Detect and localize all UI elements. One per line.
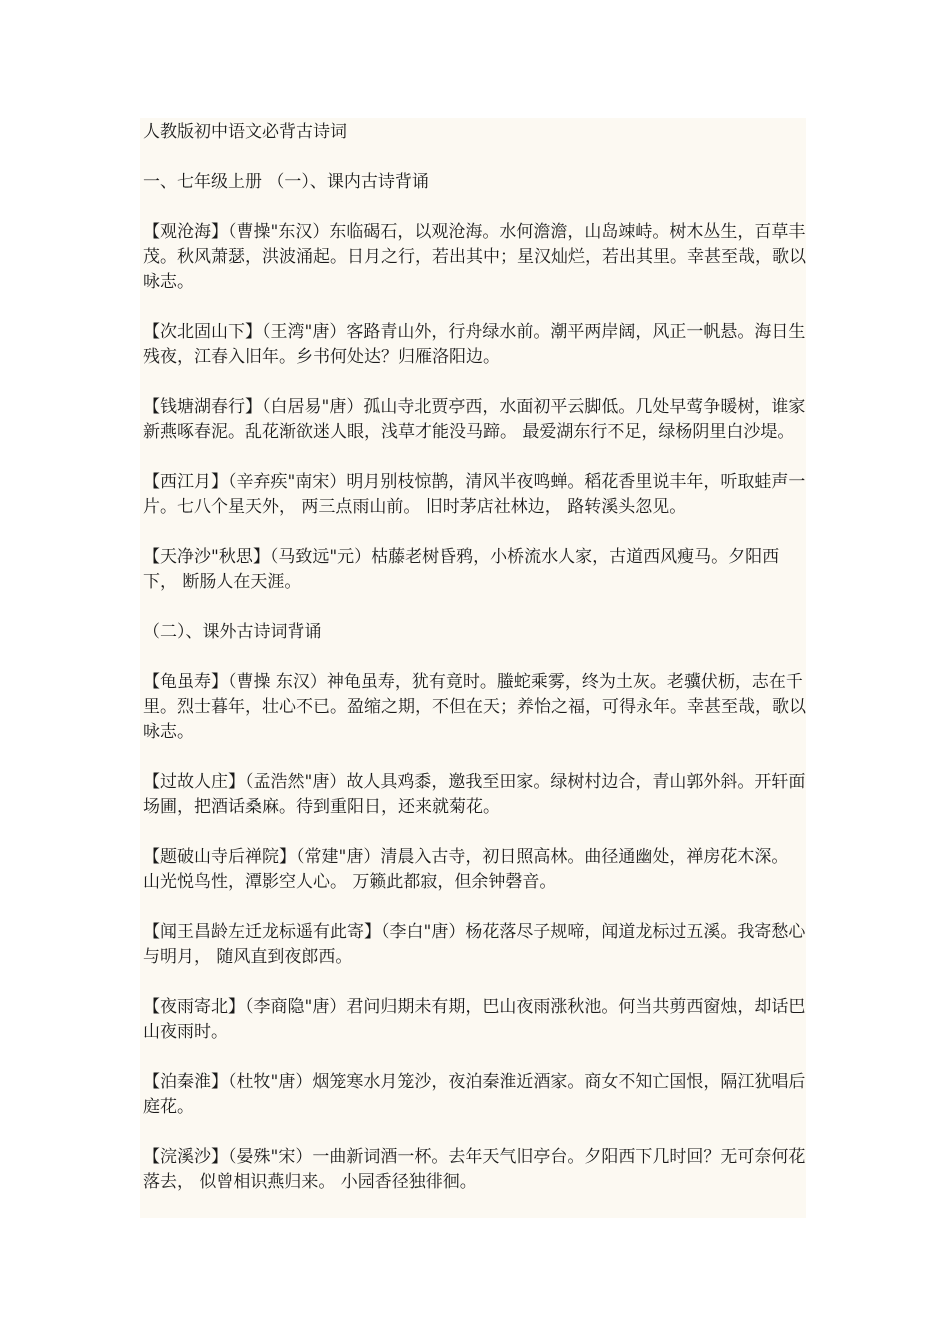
section-heading-extracurricular: （二）、课外古诗词背诵 [143, 622, 322, 642]
poem-title: 【过故人庄】 [143, 772, 245, 792]
poem-body: 杨花落尽子规啼，闻道龙标过五溪。我寄愁心与明月， 随风直到夜郎西。 [143, 922, 806, 967]
poem-author: （曹操"东汉） [228, 222, 330, 242]
poem-body: 东临碣石，以观沧海。水何澹澹，山岛竦峙。树木丛生，百草丰茂。秋风萧瑟，洪波涌起。日月之行，若出其中；星汉灿烂，若出其里。幸甚至哉，歌以咏志。 [143, 222, 806, 292]
poem-body: 一曲新词酒一杯。去年天气旧亭台。夕阳西下几时回？无可奈何花落去， 似曾相识燕归来。 小园香径独徘徊。 [143, 1147, 806, 1192]
poem-paragraph [143, 320, 807, 370]
poem-paragraph [143, 1070, 807, 1120]
poem-body: 清晨入古寺，初日照高林。曲径通幽处，禅房花木深。 山光悦鸟性，潭影空人心。 万籁此都寂，但余钟磬音。 [143, 847, 789, 892]
poem-title: 【龟虽寿】 [143, 672, 228, 692]
poem-title: 【夜雨寄北】 [143, 997, 245, 1017]
poem-body: 神龟虽寿，犹有竟时。螣蛇乘雾，终为土灰。老骥伏枥，志在千里。烈士暮年，壮心不已。盈缩之期，不但在天；养怡之福，可得永年。幸甚至哉，歌以咏志。 [143, 672, 806, 742]
poem-body: 客路青山外，行舟绿水前。潮平两岸阔，风正一帆悬。海日生残夜，江春入旧年。乡书何处达？归雁洛阳边。 [143, 322, 806, 367]
poem-paragraph [143, 220, 807, 295]
poem-paragraph [143, 470, 807, 520]
poem-title: 【天净沙"秋思】 [143, 547, 270, 567]
poem-author: （马致远"元） [269, 547, 372, 567]
poem-title: 【闻王昌龄左迁龙标遥有此寄】 [143, 922, 381, 942]
poem-title: 【观沧海】 [143, 222, 228, 242]
poem-author: （李白"唐） [381, 922, 466, 942]
poem-paragraph [143, 770, 807, 820]
document-content [143, 120, 807, 1220]
poem-title: 【西江月】 [143, 472, 228, 492]
poem-author: （孟浩然"唐） [245, 772, 347, 792]
poem-author: （王湾"唐） [262, 322, 347, 342]
poem-author: （白居易"唐） [262, 397, 364, 417]
poem-author: （常建"唐） [296, 847, 381, 867]
poem-body: 孤山寺北贾亭西，水面初平云脚低。几处早莺争暖树，谁家新燕啄春泥。乱花渐欲迷人眼，浅草才能没马蹄。 最爱湖东行不足，绿杨阴里白沙堤。 [143, 397, 806, 442]
poem-title: 【浣溪沙】 [143, 1147, 228, 1167]
document-title: 人教版初中语文必背古诗词 [143, 122, 347, 142]
poem-body: 枯藤老树昏鸦，小桥流水人家，古道西风瘦马。夕阳西下， 断肠人在天涯。 [143, 547, 780, 592]
poem-body: 故人具鸡黍，邀我至田家。绿树村边合，青山郭外斜。开轩面场圃，把酒话桑麻。待到重阳日，还来就菊花。 [143, 772, 806, 817]
poem-body: 明月别枝惊鹊，清风半夜鸣蝉。稻花香里说丰年，听取蛙声一片。七八个星天外， 两三点雨山前。 旧时茅店社林边， 路转溪头忽见。 [143, 472, 806, 517]
poem-author: （李商隐"唐） [245, 997, 347, 1017]
poem-title: 【泊秦淮】 [143, 1072, 228, 1092]
poem-body: 烟笼寒水月笼沙，夜泊秦淮近酒家。商女不知亡国恨，隔江犹唱后庭花。 [143, 1072, 806, 1117]
poem-paragraph [143, 995, 807, 1045]
poem-author: （晏殊"宋） [228, 1147, 313, 1167]
poem-paragraph [143, 395, 807, 445]
poem-paragraph [143, 920, 807, 970]
section-heading-inclass: 一、七年级上册 （一）、课内古诗背诵 [143, 172, 429, 192]
poem-author: （曹操 东汉） [228, 672, 327, 692]
poem-title: 【钱塘湖春行】 [143, 397, 262, 417]
poem-paragraph [143, 1145, 807, 1195]
poem-paragraph [143, 545, 807, 595]
poem-author: （辛弃疾"南宋） [228, 472, 347, 492]
poem-paragraph [143, 845, 807, 895]
poem-paragraph [143, 670, 807, 745]
poem-title: 【题破山寺后禅院】 [143, 847, 296, 867]
poem-author: （杜牧"唐） [228, 1072, 313, 1092]
poem-title: 【次北固山下】 [143, 322, 262, 342]
poem-body: 君问归期未有期，巴山夜雨涨秋池。何当共剪西窗烛，却话巴山夜雨时。 [143, 997, 806, 1042]
